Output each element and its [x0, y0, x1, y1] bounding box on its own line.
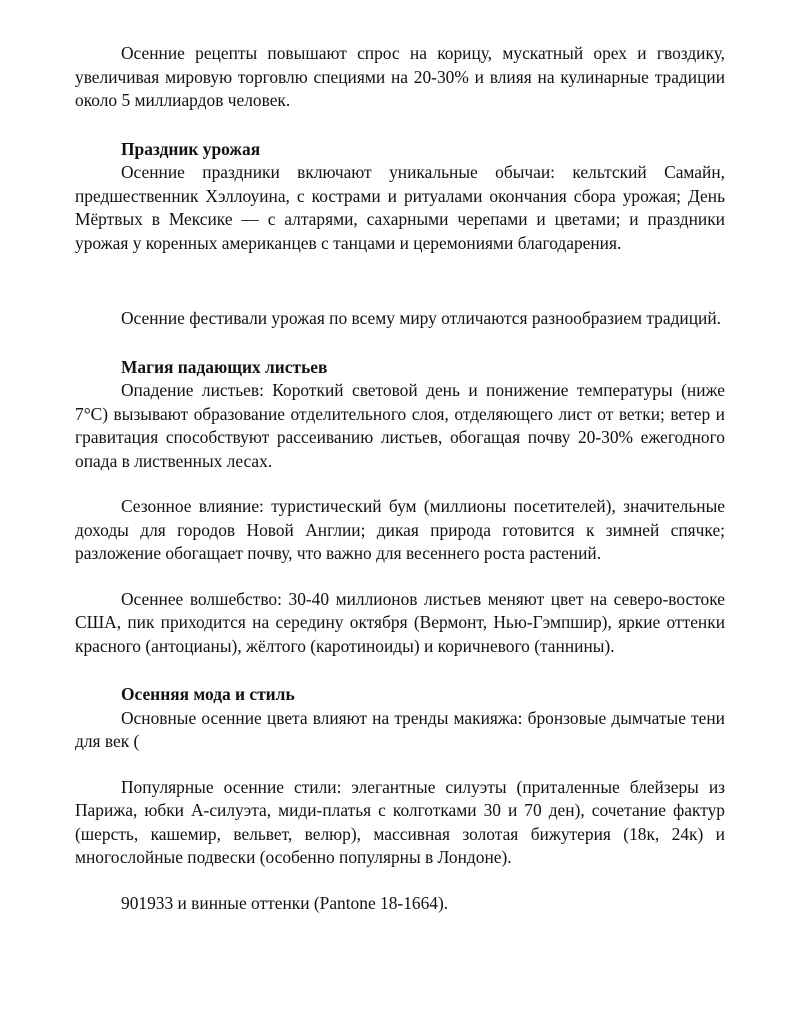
- paragraph-leaf-fall: Опадение листьев: Короткий световой день и понижение температуры (ниже 7°С) вызывают образование отделительного слоя, отделяющего лист от ветки; ветер и гравитация способствуют рассеиванию листьев, обогащая почву 20-30% ежегодного опада в лиственных лесах.: [75, 380, 725, 471]
- paragraph-popular-styles: Популярные осенние стили: элегантные силуэты (приталенные блейзеры из Парижа, юбки А-силуэта, миди-платья с колготками 30 и 70 ден), сочетание фактур (шерсть, кашемир, вельвет, велюр), массивная золотая бижутерия (18к, 24к) и многослойные подвески (особенно популярны в Лондоне).: [75, 776, 725, 867]
- intro-paragraph: Осенние рецепты повышают спрос на корицу, мускатный орех и гвоздику, увеличивая мировую торговлю специями на 20-30% и влияя на кулинарные традиции около 5 миллиардов человек.: [75, 43, 725, 110]
- heading-autumn-fashion: Осенняя мода и стиль: [121, 684, 295, 704]
- paragraph-harvest-festivals: Осенние фестивали урожая по всему миру отличаются разнообразием традиций.: [121, 308, 722, 328]
- paragraph-makeup-trends: Основные осенние цвета влияют на тренды макияжа: бронзовые дымчатые тени для век (: [75, 707, 725, 751]
- heading-harvest-festival: Праздник урожая: [121, 138, 261, 159]
- paragraph-seasonal-impact: Сезонное влияние: туристический бум (миллионы посетителей), значительные доходы для городов Новой Англии; дикая природа готовится к зимней спячке; разложение обогащает почву, что важно для весеннего роста растений.: [75, 496, 725, 563]
- paragraph-wine-shades: 901933 и винные оттенки (Pantone 18-1664).: [121, 892, 449, 913]
- paragraph-autumn-magic: Осеннее волшебство: 30-40 миллионов листьев меняют цвет на северо-востоке США, пик приходится на середину октября (Вермонт, Нью-Гэмпшир), яркие оттенки красного (антоцианы), жёлтого (каротиноиды) и коричневого (таннины).: [75, 588, 725, 656]
- heading-falling-leaves: Магия падающих листьев: [121, 356, 328, 377]
- paragraph-harvest-customs: Осенние праздники включают уникальные обычаи: кельтский Самайн, предшественник Хэллоуина, с кострами и ритуалами окончания сбора урожая; День Мёртвых в Мексике — с алтарями, сахарными черепами и цветами; и праздники урожая у коренных американцев с танцами и церемониями благодарения.: [75, 162, 725, 253]
